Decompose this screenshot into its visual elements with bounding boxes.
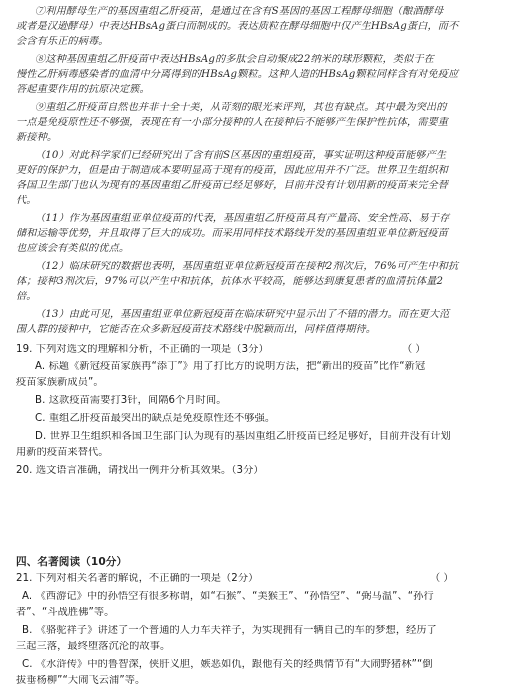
passage-p7-line3: 会含有乐正的病毒。: [16, 36, 109, 47]
passage-p10-line3: 各国卫生部门也认为现有的基因重组乙肝疫苗已经足够好，目前并没有计划用新的疫苗来完全替: [16, 180, 449, 191]
q21-answer-blank: （ ）: [430, 573, 454, 584]
passage-p7-line1: ⑦利用酵母生产的基因重组乙肝疫苗，是通过在含有S基因的基因工程酵母细胞（酿酒酵母: [35, 6, 444, 17]
q21-option-a-line1: A. 《西游记》中的孙悟空有很多称谓，如“石猴”、“美猴王”、“孙悟空”、“弼马温”、“孙行: [22, 591, 434, 602]
passage-p13-line1: （13）由此可见，基因重组亚单位新冠疫苗在临床研究中显示出了不错的潜力。而在更大范: [35, 309, 450, 320]
passage-p9-line2: 一点是免疫原性还不够强，表现在有一小部分接种的人在接种后不能够产生保护性抗体，需要重: [16, 117, 449, 128]
passage-p12-line3: 倍。: [16, 291, 37, 302]
q19-option-a-line1: A. 标题《新冠疫苗家族再“添丁”》用了打比方的说明方法，把“新出的疫苗”比作“新冠: [35, 361, 426, 372]
q20-stem: 20. 选文语言准确，请找出一例并分析其效果。（3分）: [16, 465, 264, 476]
q19-option-b: B. 这款疫苗需要打3针，间隔6个月时间。: [35, 395, 227, 406]
q21-stem: 21. 下列对相关名著的解说，不正确的一项是（2分）: [16, 573, 259, 584]
q21-option-a-line2: 者”、“斗战胜佛”等。: [16, 607, 115, 618]
passage-p8-line3: 答起重要作用的抗原决定簇。: [16, 84, 150, 95]
passage-p8-line2: 慢性乙肝病毒感染者的血清中分离得到的HBsAg颗粒。这种人造的HBsAg颗粒同样含有对免疫应: [16, 69, 459, 80]
q21-option-b-line1: B. 《骆驼祥子》讲述了一个普通的人力车夫祥子，为实现拥有一辆自己的车的梦想，经历了: [22, 625, 437, 636]
passage-p11-line3: 也应该会有类似的优点。: [16, 243, 130, 254]
q19-answer-blank: （ ）: [402, 344, 426, 355]
passage-p10-line2: 更好的保护力，但是由于制造成本要明显高于现有的疫苗，因此应用并不广泛。世界卫生组织和: [16, 165, 449, 176]
q19-option-d-line1: D. 世界卫生组织和各国卫生部门认为现有的基因重组乙肝疫苗已经足够好，目前并没有计划: [35, 431, 451, 442]
passage-p10-line4: 代。: [16, 195, 37, 206]
passage-p11-line2: 储和运输等优势，并且取得了巨大的成功。而采用同样技术路线开发的基因重组亚单位新冠疫苗: [16, 228, 449, 239]
q19-stem: 19. 下列对选文的理解和分析，不正确的一项是（3分）: [16, 344, 269, 355]
q19-option-d-line2: 用新的疫苗来替代。: [16, 447, 109, 458]
passage-p13-line2: 围人群的接种中，它能否在众多新冠疫苗技术路线中脱颖而出，同样值得期待。: [16, 324, 377, 335]
passage-p8-line1: ⑧这种基因重组乙肝疫苗中表达HBsAg的多肽会自动聚成22纳米的球形颗粒，类似于在: [35, 54, 434, 65]
q21-option-c-line1: C. 《水浒传》中的鲁智深，侠肝义胆，嫉恶如仇，跟他有关的经典情节有“大闹野猪林”“倒: [22, 659, 433, 670]
q19-option-c: C. 重组乙肝疫苗最突出的缺点是免疫原性还不够强。: [35, 413, 276, 424]
passage-p7-line2: 或者是汉逊酵母）中表达HBsAg蛋白而制成的。表达质粒在酵母细胞中仅产生HBsAg蛋白，而不: [16, 21, 459, 32]
q21-option-b-line2: 三起三落，最终堕落沉沦的故事。: [16, 641, 171, 652]
passage-p12-line2: 体；接种3剂次后，97%可以产生中和抗体，抗体水平较高，能够达到康复患者的血清抗体量2: [16, 276, 444, 287]
passage-p12-line1: （12）临床研究的数据也表明，基因重组亚单位新冠疫苗在接种2剂次后，76%可产生中和抗: [35, 261, 459, 272]
q19-option-a-line2: 疫苗家族新成员”。: [16, 377, 104, 388]
section-4-heading: 四、名著阅读（10分）: [16, 556, 128, 568]
q21-option-c-line2: 拔垂杨柳”“大闹飞云浦”等。: [16, 675, 146, 686]
passage-p10-line1: （10）对此科学家们已经研究出了含有前S区基因的重组疫苗，事实证明这种疫苗能够产生: [35, 150, 447, 161]
passage-p11-line1: （11）作为基因重组亚单位疫苗的代表，基因重组乙肝疫苗具有产量高、安全性高、易于存: [35, 213, 450, 224]
passage-p9-line3: 新接种。: [16, 132, 58, 143]
passage-p9-line1: ⑨重组乙肝疫苗自然也并非十全十美，从苛刻的眼光来评判，其也有缺点。其中最为突出的: [35, 102, 447, 113]
